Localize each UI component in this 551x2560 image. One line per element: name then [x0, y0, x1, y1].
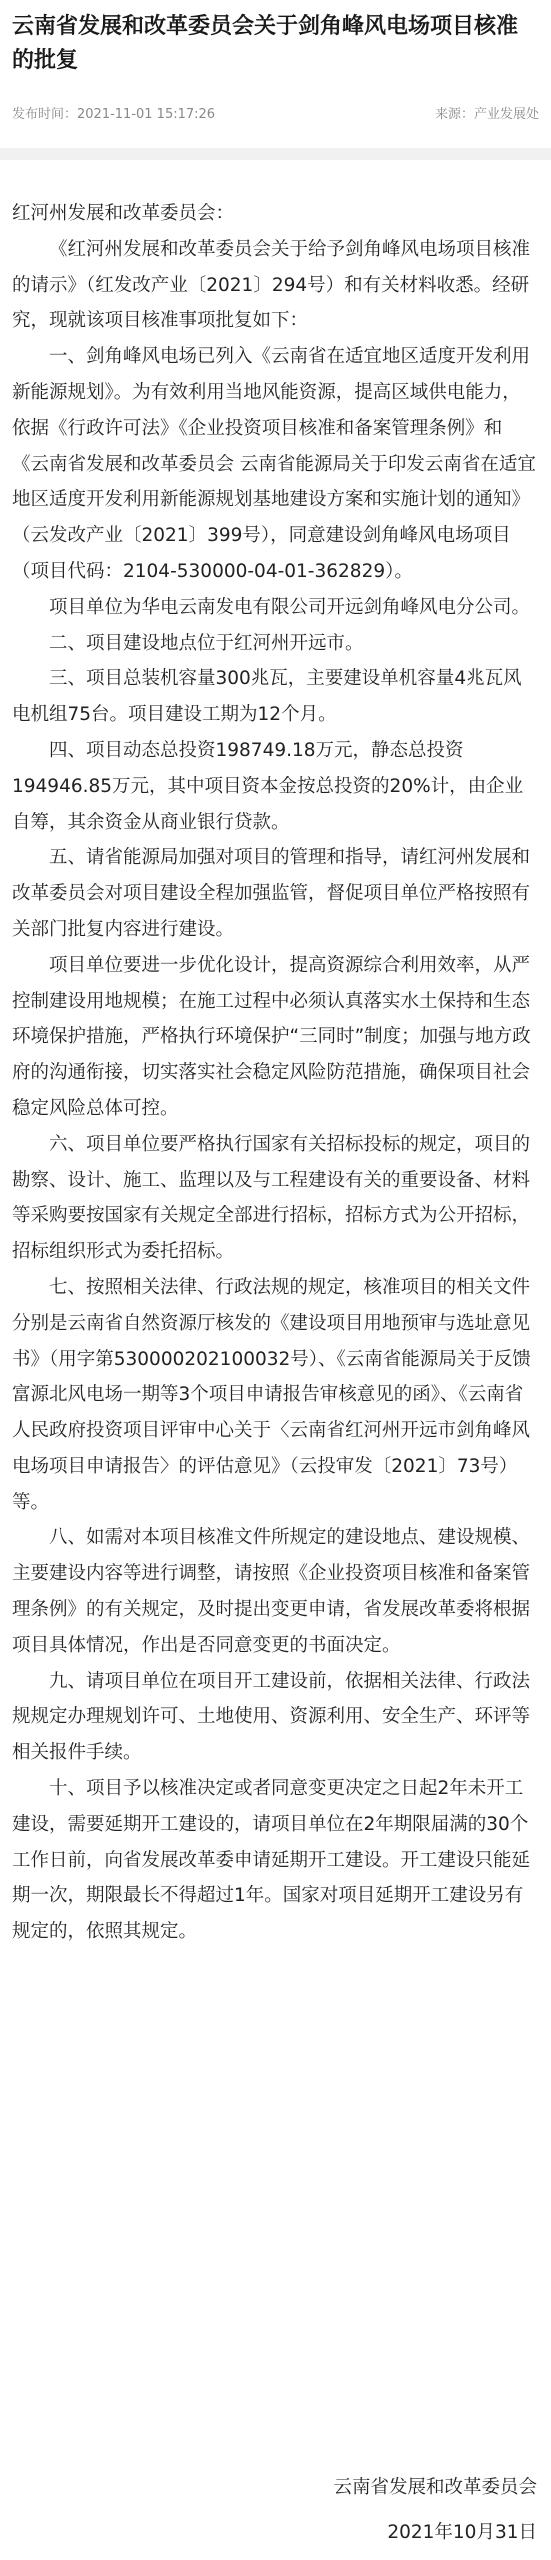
article-body: [12, 196, 539, 1950]
paragraph-item-9: 九、请项目单位在项目开工建设前，依据相关法律、行政法规规定办理规划许可、土地使用、资源利用、安全生产、环评等相关报件手续。: [12, 1670, 531, 1764]
issuer-signature: 云南省发展和改革委员会: [333, 2477, 537, 2498]
paragraph-item-6: 六、项目单位要严格执行国家有关招标投标的规定，项目的勘察、设计、施工、监理以及与工程建设有关的重要设备、材料等采购要按国家有关规定全部进行招标，招标方式为公开招标，招标组织形式为委托招标。: [12, 1133, 531, 1263]
article-title: 云南省发展和改革委员会关于剑角峰风电场项目核准的批复: [12, 14, 519, 73]
paragraph-item-3: 三、项目总装机容量300兆瓦，主要建设单机容量4兆瓦风电机组75台。项目建设工期为12个月。: [12, 668, 522, 726]
paragraph-item-4: 四、项目动态总投资198749.18万元，静态总投资194946.85万元，其中项目资本金按总投资的20%计，由企业自筹，其余资金从商业银行贷款。: [12, 739, 524, 833]
paragraph-design-requirements: 项目单位要进一步优化设计，提高资源综合利用效率，从严控制建设用地规模；在施工过程中必须认真落实水土保持和生态环境保护措施，严格执行环境保护“三同时”制度；加强与地方政府的沟通衔接，切实落实社会稳定风险防范措施，确保项目社会稳定风险总体可控。: [12, 954, 531, 1119]
publish-time: 发布时间：2021-11-01 15:17:26: [12, 107, 216, 122]
article-meta: [12, 104, 539, 126]
source-label: 来源：产业发展处: [434, 107, 539, 122]
issue-date: 2021年10月31日: [387, 2522, 537, 2543]
paragraph-item-7: 七、按照相关法律、行政法规的规定，核准项目的相关文件分别是云南省自然资源厅核发的《建设项目用地预审与选址意见书》（用字第530000202100032号）、《云南省能源局关于反馈富源北风电场一期等3个项目申请报告审核意见的函》、《云南省人民政府投资项目评审中心关于〈云南省红河州开远市剑角峰风电场项目申请报告〉的评估意见》（云投审发〔2021〕73号）等。: [12, 1276, 531, 1513]
paragraph-item-10: 十、项目予以核准决定或者同意变更决定之日起2年未开工建设，需要延期开工建设的，请项目单位在2年期限届满的30个工作日前，向省发展改革委申请延期开工建设。开工建设只能延期一次，期限最长不得超过1年。国家对项目延期开工建设另有规定的，依照其规定。: [12, 1778, 531, 1943]
section-divider: [0, 148, 551, 160]
paragraph-item-2: 二、项目建设地点位于红河州开远市。: [49, 632, 364, 654]
salutation: 红河州发展和改革委员会：: [12, 203, 235, 224]
paragraph-project-unit: 项目单位为华电云南发电有限公司开远剑角峰风电分公司。: [49, 596, 531, 618]
paragraph-item-5: 五、请省能源局加强对项目的管理和指导，请红河州发展和改革委员会对项目建设全程加强监管，督促项目单位严格按照有关部门批复内容进行建设。: [12, 847, 531, 940]
paragraph-item-8: 八、如需对本项目核准文件所规定的建设地点、建设规模、主要建设内容等进行调整，请按照《企业投资项目核准和备案管理条例》的有关规定，及时提出变更申请，省发展改革委将根据项目具体情况，作出是否同意变更的书面决定。: [12, 1527, 531, 1656]
paragraph-item-1: 一、剑角峰风电场已列入《云南省在适宜地区适度开发利用新能源规划》。为有效利用当地风能资源，提高区域供电能力，依据《行政许可法》《企业投资项目核准和备案管理条例》和《云南省发展和改革委员会 云南省能源局关于印发云南省在适宜地区适度开发利用新能源规划基地建设方案和实施计划的通知》（云发改产业〔2021〕399号），同意建设剑角峰风电场项目（项目代码：2104-530000-04-01-362829）。: [12, 346, 536, 582]
paragraph-request: 《红河州发展和改革委员会关于给予剑角峰风电场项目核准的请示》（红发改产业〔2021〕294号）和有关材料收悉。经研究，现就该项目核准事项批复如下：: [12, 238, 531, 332]
